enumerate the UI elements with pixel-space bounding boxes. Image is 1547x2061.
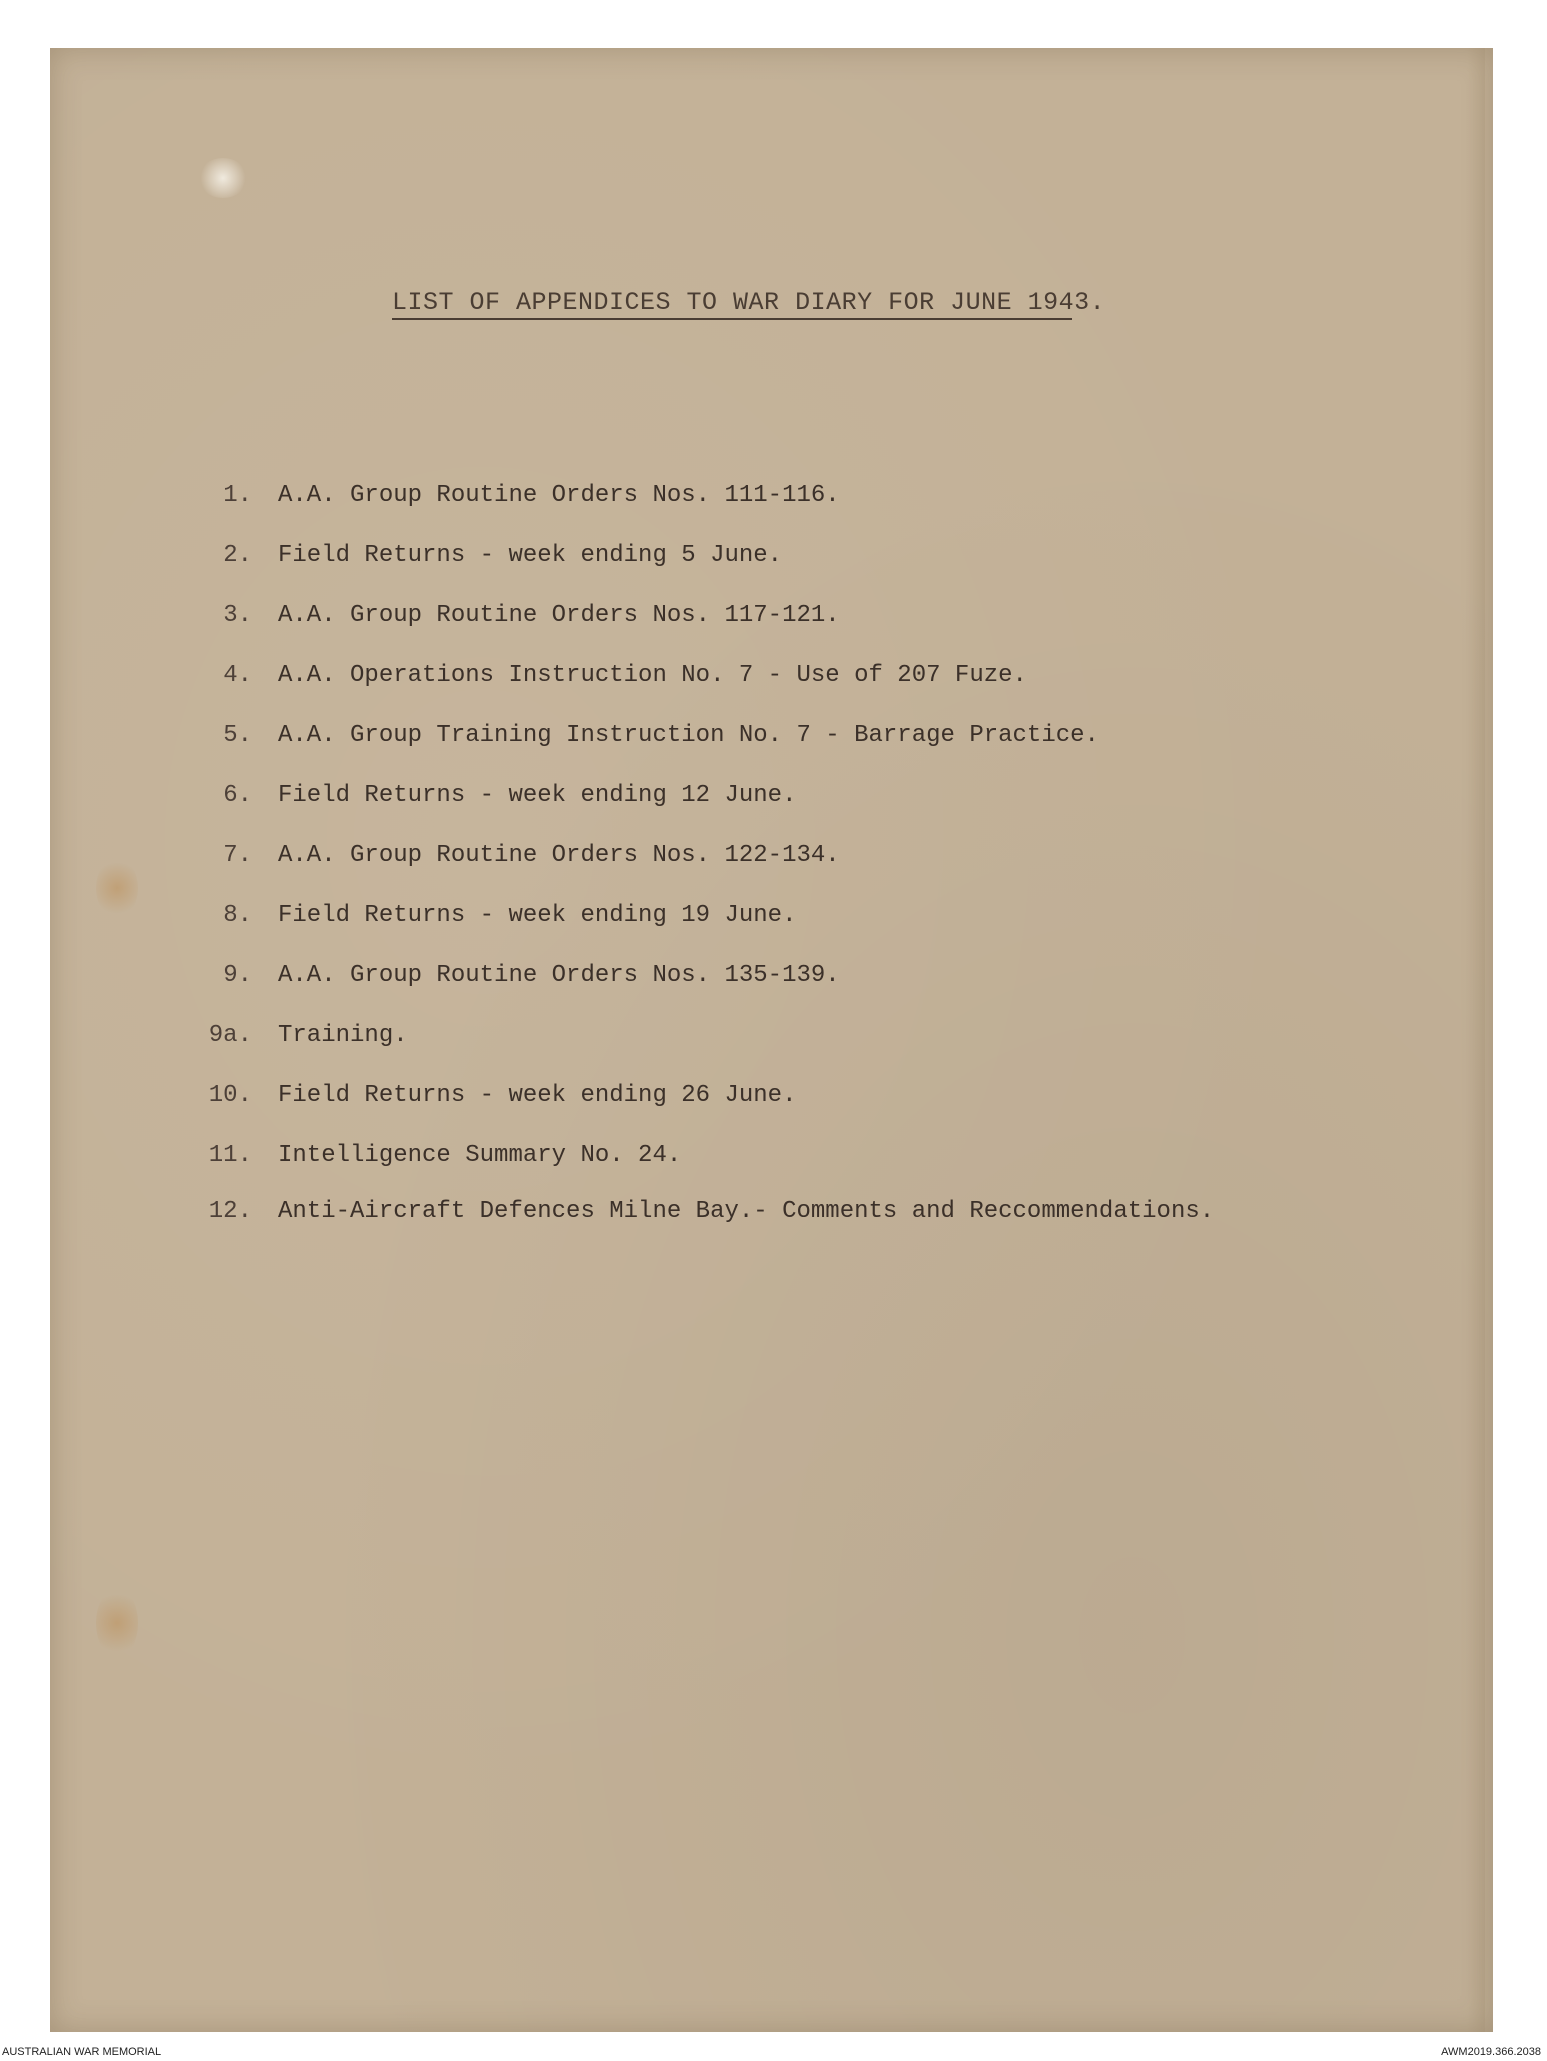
item-text: A.A. Group Routine Orders Nos. 122-134. [278, 842, 840, 869]
title-underline [392, 318, 1072, 320]
item-number: 4. [223, 662, 252, 689]
item-text: Anti-Aircraft Defences Milne Bay.- Comments and Reccommendations. [278, 1198, 1215, 1225]
document-title: LIST OF APPENDICES TO WAR DIARY FOR JUNE 1943. [392, 288, 1106, 317]
item-number: 9a. [208, 1022, 252, 1049]
paper-stain [96, 858, 138, 918]
item-number: 5. [223, 722, 252, 749]
list-item [172, 1198, 1214, 1232]
item-text: A.A. Group Routine Orders Nos. 111-116. [278, 482, 840, 509]
item-text: A.A. Operations Instruction No. 7 - Use of 207 Fuze. [278, 662, 1027, 689]
item-number: 6. [223, 782, 252, 809]
list-item [172, 1142, 681, 1176]
archive-credit: AUSTRALIAN WAR MEMORIAL [2, 2046, 162, 2058]
list-item [172, 842, 840, 876]
item-text: A.A. Group Routine Orders Nos. 117-121. [278, 602, 840, 629]
item-text: A.A. Group Routine Orders Nos. 135-139. [278, 962, 840, 989]
item-number: 12. [208, 1198, 252, 1225]
item-number: 11. [208, 1142, 252, 1169]
list-item [172, 542, 782, 576]
item-number: 3. [223, 602, 252, 629]
list-item [172, 482, 840, 516]
list-item [172, 1022, 408, 1056]
list-item [172, 662, 1027, 696]
list-item [172, 782, 796, 816]
item-text: Field Returns - week ending 26 June. [278, 1082, 797, 1109]
item-text: Field Returns - week ending 5 June. [278, 542, 783, 569]
list-item [172, 1082, 796, 1116]
item-text: Training. [278, 1022, 408, 1049]
item-text: Field Returns - week ending 19 June. [278, 902, 797, 929]
item-number: 7. [223, 842, 252, 869]
item-number: 9. [223, 962, 252, 989]
item-number: 10. [208, 1082, 252, 1109]
item-text: Intelligence Summary No. 24. [278, 1142, 682, 1169]
paper-stain [96, 1588, 138, 1658]
list-item [172, 722, 1099, 756]
paper-blemish [198, 158, 248, 198]
item-number: 1. [223, 482, 252, 509]
item-number: 8. [223, 902, 252, 929]
list-item [172, 962, 840, 996]
item-text: A.A. Group Training Instruction No. 7 - Barrage Practice. [278, 722, 1099, 749]
archive-reference: AWM2019.366.2038 [1441, 2046, 1541, 2058]
item-text: Field Returns - week ending 12 June. [278, 782, 797, 809]
list-item [172, 902, 796, 936]
item-number: 2. [223, 542, 252, 569]
list-item [172, 602, 840, 636]
page-edge-shadow [1467, 48, 1485, 2032]
